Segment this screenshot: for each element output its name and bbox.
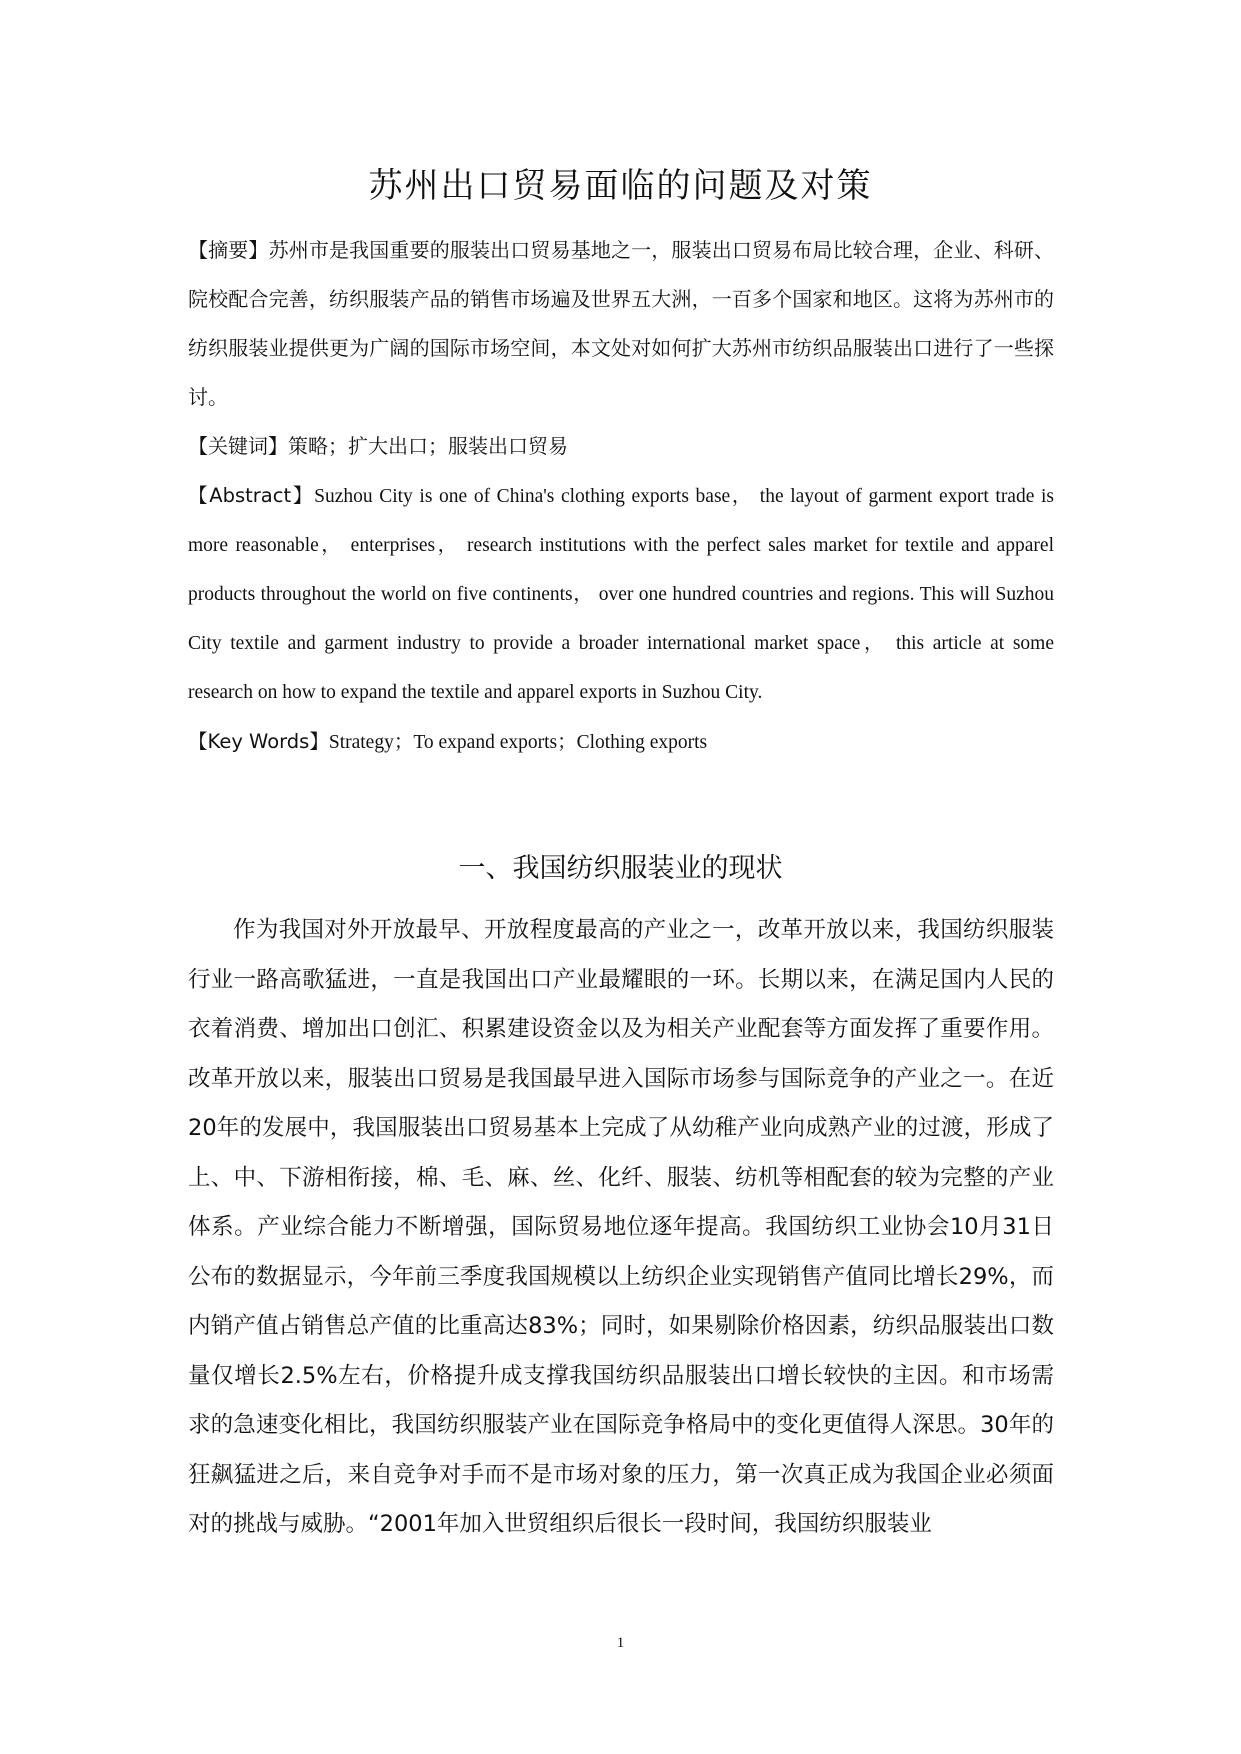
keywords-cn: [188, 422, 1054, 471]
abstract-cn-tag: 【摘要】: [188, 238, 269, 262]
keywords-cn-text: 策略；扩大出口；服装出口贸易: [288, 434, 568, 458]
body-paragraph: 作为我国对外开放最早、开放程度最高的产业之一，改革开放以来，我国纺织服装行业一路高歌猛进，一直是我国出口产业最耀眼的一环。长期以来，在满足国内人民的衣着消费、增加出口创汇、积累建设资金以及为相关产业配套等方面发挥了重要作用。改革开放以来，服装出口贸易是我国最早进入国际市场参与国际竞争的产业之一。在近20年的发展中，我国服装出口贸易基本上完成了从幼稚产业向成熟产业的过渡，形成了上、中、下游相衔接，棉、毛、麻、丝、化纤、服装、纺机等相配套的较为完整的产业体系。产业综合能力不断增强，国际贸易地位逐年提高。我国纺织工业协会10月31日公布的数据显示，今年前三季度我国规模以上纺织企业实现销售产值同比增长29%，而内销产值占销售总产值的比重高达83%；同时，如果剔除价格因素，纺织品服装出口数量仅增长2.5%左右，价格提升成支撑我国纺织品服装出口增长较快的主因。和市场需求的急速变化相比，我国纺织服装产业在国际竞争格局中的变化更值得人深思。30年的狂飙猛进之后，来自竞争对手而不是市场对象的压力，第一次真正成为我国企业必须面对的挑战与威胁。“2001年加入世贸组织后很长一段时间，我国纺织服装业: [188, 917, 1054, 1537]
paper-title: 苏州出口贸易面临的问题及对策: [368, 166, 873, 206]
section-heading: 一、我国纺织服装业的现状: [458, 853, 783, 884]
abstract-cn: [188, 226, 1054, 422]
keywords-en-tag: 【Key Words】: [188, 730, 329, 753]
keywords-en: [188, 717, 1054, 767]
abstract-cn-text: 苏州市是我国重要的服装出口贸易基地之一，服装出口贸易布局比较合理，企业、科研、院校配合完善，纺织服装产品的销售市场遍及世界五大洲，一百多个国家和地区。这将为苏州市的纺织服装业提供更为广阔的国际市场空间，本文处对如何扩大苏州市纺织品服装出口进行了一些探讨。: [188, 238, 1055, 409]
abstract-section: [188, 226, 1054, 767]
abstract-en: [188, 471, 1054, 717]
keywords-cn-tag: 【关键词】: [188, 434, 288, 458]
page-number: 1: [616, 1635, 625, 1651]
abstract-en-text: Suzhou City is one of China's clothing exports base， the layout of garment export trade is more reasonable， enterprises， research institutions with the perfect sales market for textile and apparel products throughout the world on five continents， over one hundred countries and regions. This will Suzhou City textile and garment industry to provide a broader international market space， this article at some research on how to expand the textile and apparel exports in Suzhou City.: [188, 486, 1054, 703]
abstract-en-tag: 【Abstract】: [188, 484, 315, 507]
section-body: [188, 906, 1054, 1550]
keywords-en-text: Strategy；To expand exports；Clothing exports: [328, 732, 708, 753]
